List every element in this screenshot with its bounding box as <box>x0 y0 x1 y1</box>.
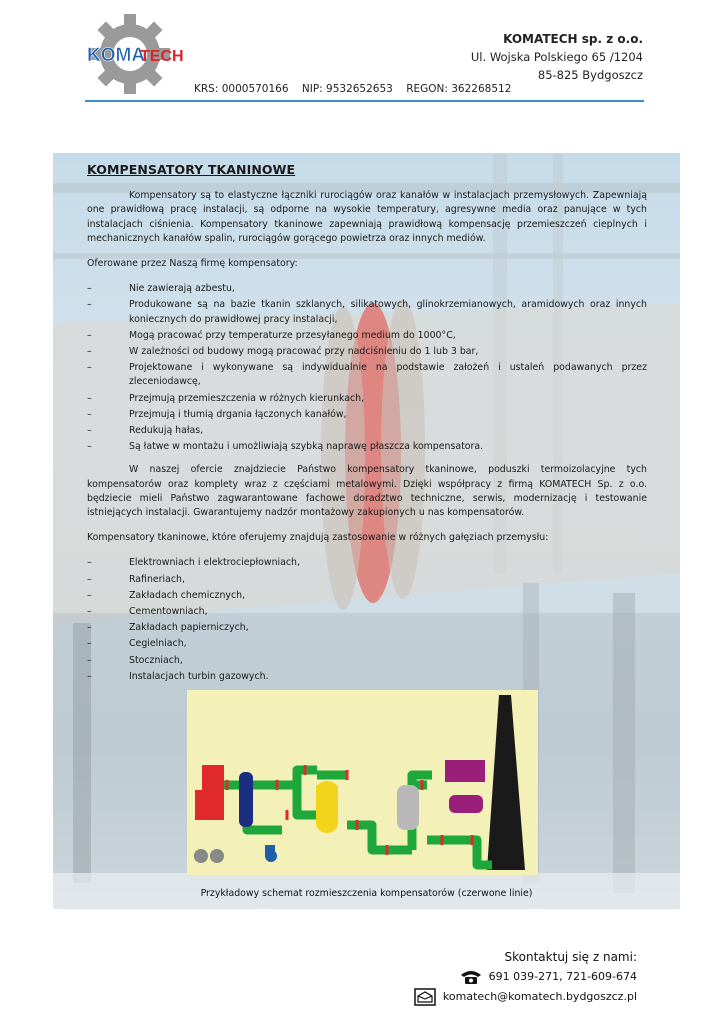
envelope-icon <box>413 988 437 1006</box>
registry-numbers: KRS: 0000570166 NIP: 9532652653 REGON: 362268512 <box>194 83 512 95</box>
applications-list <box>87 556 647 684</box>
list-item: – Mogą pracować przy temperaturze przesyłanego medium do 1000°C, <box>87 329 647 343</box>
applications-heading: Kompensatory tkaninowe, które oferujemy znajdują zastosowanie w różnych gałęziach przemysłu: <box>87 532 549 544</box>
phone-row <box>413 967 637 987</box>
list-item: – Są łatwe w montażu i umożliwiają szybką naprawę płaszcza kompensatora. <box>87 440 647 454</box>
company-logo <box>85 12 195 97</box>
company-name: KOMATECH sp. z o.o. <box>503 32 643 46</box>
header-divider <box>85 100 644 102</box>
list-item: – Stoczniach, <box>87 654 647 668</box>
content-panel <box>53 153 680 909</box>
contact-title: Skontaktuj się z nami: <box>504 950 637 964</box>
contact-block <box>413 947 637 1007</box>
email-row <box>413 987 637 1007</box>
list-item: – Zakładach papierniczych, <box>87 621 647 635</box>
list-item: – Projektowane i wykonywane są indywidualnie na podstawie założeń i ustaleń podawanych przez zleceniodawcę, <box>87 361 647 389</box>
offer-paragraph: W naszej ofercie znajdziecie Państwo kompensatory tkaninowe, poduszki termoizolacyjne tych kompensatorów oraz komplety wraz z częściami metalowymi. Dzięki współpracy z firmą KOMATECH Sp. z o.o. będziecie mieli Państwo zagwarantowane fachowe doradztwo techniczne, serwis, modernizację i testowanie istniejących instalacji. Gwarantujemy nadzór montażowy zakupionych u nas kompensatorów. <box>87 464 647 519</box>
list-item: – Nie zawierają azbestu, <box>87 282 647 296</box>
list-item: – Przejmują przemieszczenia w różnych kierunkach, <box>87 392 647 406</box>
list-item: – Produkowane są na bazie tkanin szklanych, silikatowych, glinokrzemianowych, aramidowych oraz innych koniecznych do prawidłowej pracy instalacji, <box>87 298 647 326</box>
document-body <box>87 163 647 693</box>
list-item: – Zakładach chemicznych, <box>87 589 647 603</box>
compensator-layout-diagram <box>187 690 538 875</box>
email-link[interactable]: komatech@komatech.bydgoszcz.pl <box>442 990 637 1003</box>
list-item: – Redukują hałas, <box>87 424 647 438</box>
offer-heading: Oferowane przez Naszą firmę kompensatory: <box>87 258 298 270</box>
svg-text:KOMA: KOMA <box>87 45 146 66</box>
intro-paragraph: Kompensatory są to elastyczne łączniki rurociągów oraz kanałów w instalacjach przemysłowych. Zapewniają one prawidłową pracę instalacji, są odporne na wysokie temperatury, agresywne media oraz panujące w tych instalacjach ciśnienia. Kompensatory tkaninowe zapewniają prawidłową kompensację przemieszczeń cieplnych i mechanicznych kanałów spalin, rurociągów gorącego powietrza oraz innych mediów. <box>87 190 647 244</box>
company-address-city: 85-825 Bydgoszcz <box>537 68 643 82</box>
list-item: – Cementowniach, <box>87 605 647 619</box>
company-address-street: Ul. Wojska Polskiego 65 /1204 <box>470 50 643 64</box>
document-title: KOMPENSATORY TKANINOWE <box>87 162 296 177</box>
list-item: – Rafineriach, <box>87 573 647 587</box>
svg-text:TECH: TECH <box>140 48 184 65</box>
list-item: – Elektrowniach i elektrociepłowniach, <box>87 556 647 570</box>
diagram-caption: Przykładowy schemat rozmieszczenia kompensatorów (czerwone linie) <box>200 888 533 899</box>
list-item: – Cegielniach, <box>87 637 647 651</box>
features-list <box>87 282 647 454</box>
list-item: – Przejmują i tłumią drgania łączonych kanałów, <box>87 408 647 422</box>
company-info <box>471 30 643 84</box>
list-item: – W zależności od budowy mogą pracować przy nadciśnieniu do 1 lub 3 bar, <box>87 345 647 359</box>
phone-link[interactable]: 691 039-271, 721-609-674 <box>488 970 637 983</box>
list-item: – Instalacjach turbin gazowych. <box>87 670 647 684</box>
phone-icon <box>459 968 483 986</box>
